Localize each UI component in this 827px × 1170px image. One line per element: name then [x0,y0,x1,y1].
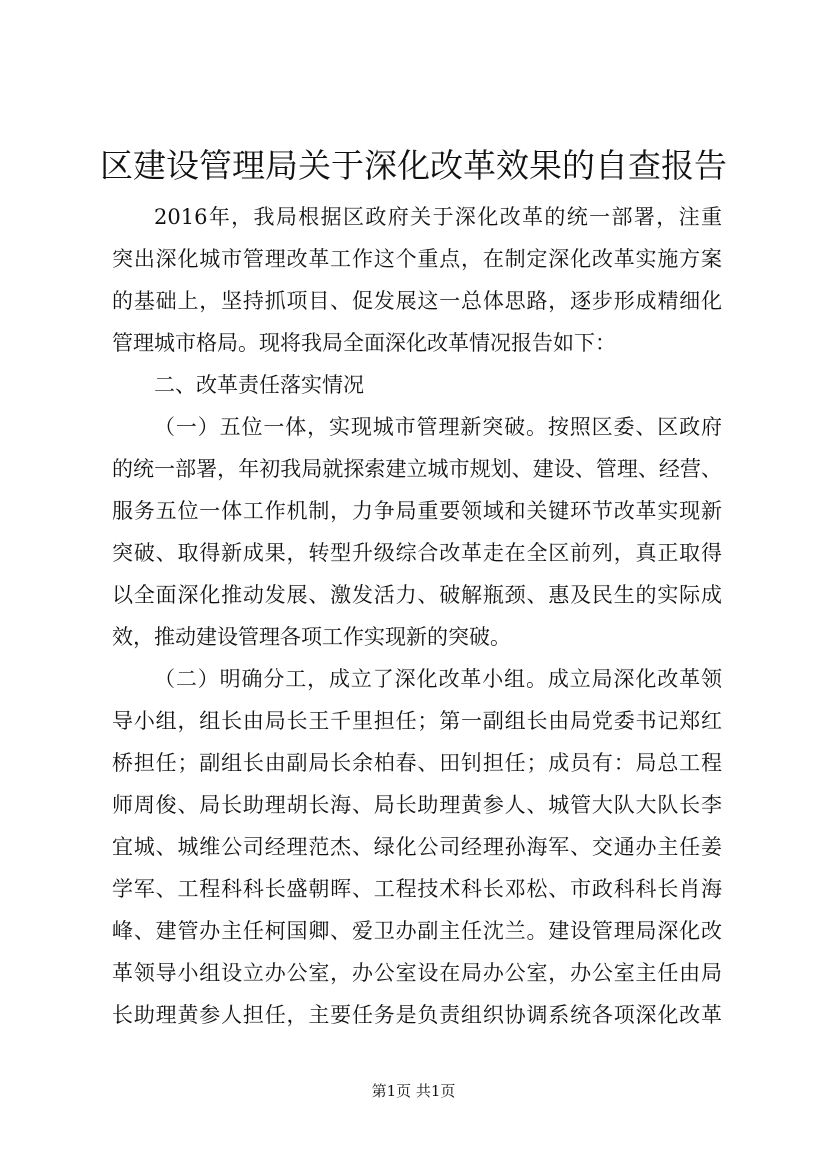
body-line-text: 导小组，组长由局长王千里担任；第一副组长由局党委书记郑红 [112,709,722,733]
body-line [112,784,722,826]
body-line [112,616,722,658]
document-title: 区建设管理局关于深化改革效果的自查报告 [100,146,727,185]
body-line-text: 效，推动建设管理各项工作实现新的突破。 [112,625,511,649]
body-line-text: 以全面深化推动发展、激发活力、破解瓶颈、惠及民生的实际成 [112,583,722,607]
body-line [112,952,722,994]
body-line [112,490,722,532]
body-line-text: 宜城、城维公司经理范杰、绿化公司经理孙海军、交通办主任姜 [112,835,722,859]
body-line-text: 的基础上，坚持抓项目、促发展这一总体思路，逐步形成精细化 [112,289,722,313]
body-line-text: 革领导小组设立办公室，办公室设在局办公室，办公室主任由局 [112,961,722,985]
page-footer: 第1页 共1页 [371,1082,456,1100]
body-line [112,406,722,448]
body-line-text: （二）明确分工，成立了深化改革小组。成立局深化改革领 [154,667,722,691]
body-line-text: 2016年，我局根据区政府关于深化改革的统一部署，注重 [154,205,722,229]
body-line-text: 服务五位一体工作机制，力争局重要领域和关键环节改革实现新 [112,499,722,523]
body-line-text: 师周俊、局长助理胡长海、局长助理黄参人、城管大队大队长李 [112,793,722,817]
body-line-text: 管理城市格局。现将我局全面深化改革情况报告如下： [112,331,616,355]
body-line [112,742,722,784]
body-line-text: 突破、取得新成果，转型升级综合改革走在全区前列，真正取得 [112,541,722,565]
body-line-text: 的统一部署，年初我局就探索建立城市规划、建设、管理、经营、 [112,457,722,481]
body-line [112,574,722,616]
body-line-text: 学军、工程科科长盛朝晖、工程技术科长邓松、市政科科长肖海 [112,877,722,901]
body-line-text: 峰、建管办主任柯国卿、爱卫办副主任沈兰。建设管理局深化改 [112,919,722,943]
body-line [112,658,722,700]
body-line [112,910,722,952]
body-line-text: 二、改革责任落实情况 [154,373,364,397]
body-line-text: 桥担任；副组长由副局长余柏春、田钊担任；成员有：局总工程 [112,751,722,775]
body-line [112,532,722,574]
body-line [112,994,722,1036]
body-line [112,364,722,406]
body-line [112,196,722,238]
body-line [112,448,722,490]
body-line-text: 长助理黄参人担任，主要任务是负责组织协调系统各项深化改革 [112,1003,722,1027]
body-line [112,868,722,910]
body-line-text: 突出深化城市管理改革工作这个重点，在制定深化改革实施方案 [112,247,722,271]
document-body [112,196,722,1036]
body-line [112,280,722,322]
body-line [112,238,722,280]
body-line [112,826,722,868]
body-line [112,322,722,364]
body-line [112,700,722,742]
body-line-text: （一）五位一体，实现城市管理新突破。按照区委、区政府 [154,415,722,439]
